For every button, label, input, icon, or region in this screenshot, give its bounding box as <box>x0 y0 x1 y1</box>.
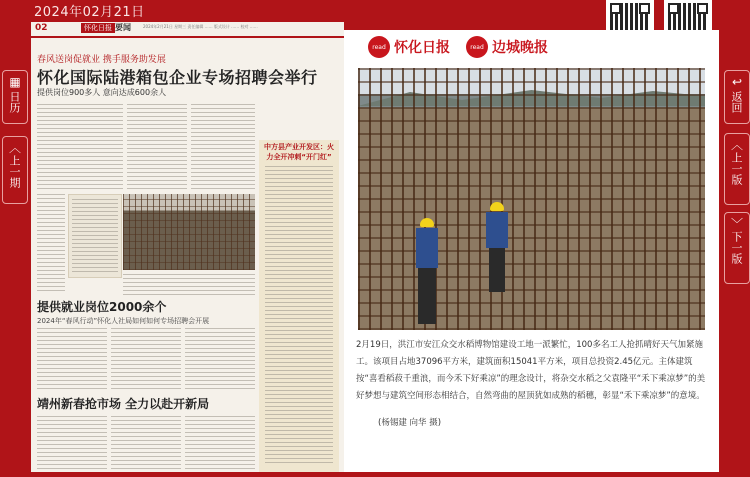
article-text-block <box>37 328 107 390</box>
article-text-block <box>111 416 181 470</box>
rebar-grid <box>123 194 255 270</box>
caption-text <box>72 199 118 273</box>
page-header <box>31 22 344 38</box>
side-column-title[interactable]: 中方县产业开发区：火力全开冲刺“开门红” <box>264 143 334 161</box>
main-subheadline: 提供岗位900多人 意向达成600余人 <box>37 88 167 97</box>
article-text-block <box>185 328 255 390</box>
article-panel <box>344 30 719 472</box>
article-text-block <box>123 274 255 296</box>
construction-photo-thumbnail[interactable] <box>123 194 255 270</box>
calendar-button[interactable] <box>2 70 28 124</box>
next-page-label: 下一版 <box>730 231 743 264</box>
qr-code-icon <box>610 3 650 33</box>
prev-page-button[interactable] <box>724 133 750 205</box>
construction-site-photo[interactable] <box>358 68 705 330</box>
logo-bar <box>344 30 719 64</box>
calendar-icon: ▦ <box>9 75 21 89</box>
qr-code-icon <box>668 3 708 33</box>
chevron-up-icon: ︿ <box>730 138 743 152</box>
section-name: 要闻 <box>115 23 131 32</box>
side-column-text <box>265 166 333 466</box>
prev-page-label: 上一版 <box>730 152 743 185</box>
logo-name: 边城晚报 <box>492 40 548 56</box>
headline-3[interactable]: 靖州新春抢市场 全力以赴开新局 <box>37 397 210 411</box>
back-icon: ↩ <box>731 75 743 89</box>
meipian-watermark: 美篇 <box>680 405 713 424</box>
chevron-down-icon: ﹀ <box>730 217 743 231</box>
chevron-up-icon: ︿ <box>8 141 21 155</box>
article-text-block <box>185 416 255 470</box>
article-text-block <box>191 104 255 190</box>
biancheng-evening-logo[interactable] <box>466 36 548 58</box>
prev-issue-button[interactable] <box>2 136 28 204</box>
read-badge-icon: read <box>368 36 390 58</box>
read-badge-icon: read <box>466 36 488 58</box>
subheadline-2: 2024年“春风行动”怀化人社局如何如何专场招聘会开展 <box>37 317 210 325</box>
logo-name: 怀化日报 <box>394 40 450 56</box>
prev-issue-label: 上一期 <box>8 155 21 188</box>
newspaper-page-thumbnail[interactable] <box>31 22 344 472</box>
headline-kicker: 春风送岗促就业 携手服务助发展 <box>37 55 166 65</box>
photo-caption-box <box>68 194 122 278</box>
rebar-grid <box>358 68 705 330</box>
side-column <box>259 140 339 472</box>
back-button[interactable] <box>724 70 750 124</box>
article-text-block <box>37 416 107 470</box>
article-body: 2月19日，洪江市安江众交水稻博物馆建设工地一派繁忙，100多名工人抢抓晴好天气加紧施工。该项目占地37096平方米，建筑面积15041平方米，项目总投资2.45亿元。主体建筑按“喜看稻菽千重浪，而今禾下好乘凉”的理念设计，将杂交水稻之父袁隆平“禾下乘凉梦”的美好梦想与建筑空间形态相结合，自然弯曲的屋顶犹如成熟的稻穗，彰显“禾下乘凉梦”的意境。 <box>356 340 706 401</box>
main-headline[interactable]: 怀化国际陆港箱包企业专场招聘会举行 <box>37 68 318 87</box>
page-meta: 2024年2月21日 星期三 责任编辑 …… 版式设计 …… 校对 …… <box>143 24 258 29</box>
article-text-block <box>37 104 123 190</box>
next-page-button[interactable] <box>724 212 750 284</box>
paper-name: 怀化日报 <box>81 23 115 33</box>
headline-2[interactable]: 提供就业岗位2000余个 <box>37 300 167 314</box>
page-number: 02 <box>35 23 48 33</box>
calendar-label: 日历 <box>8 91 21 113</box>
back-label: 返回 <box>730 91 743 113</box>
article-text-block <box>127 104 187 190</box>
photo-credit: (杨锡建 向华 摄) <box>378 418 442 428</box>
huaihua-daily-logo[interactable] <box>368 36 450 58</box>
issue-date: 2024年02月21日 <box>34 5 145 20</box>
article-text-block <box>111 328 181 390</box>
article-text-block <box>37 194 65 294</box>
